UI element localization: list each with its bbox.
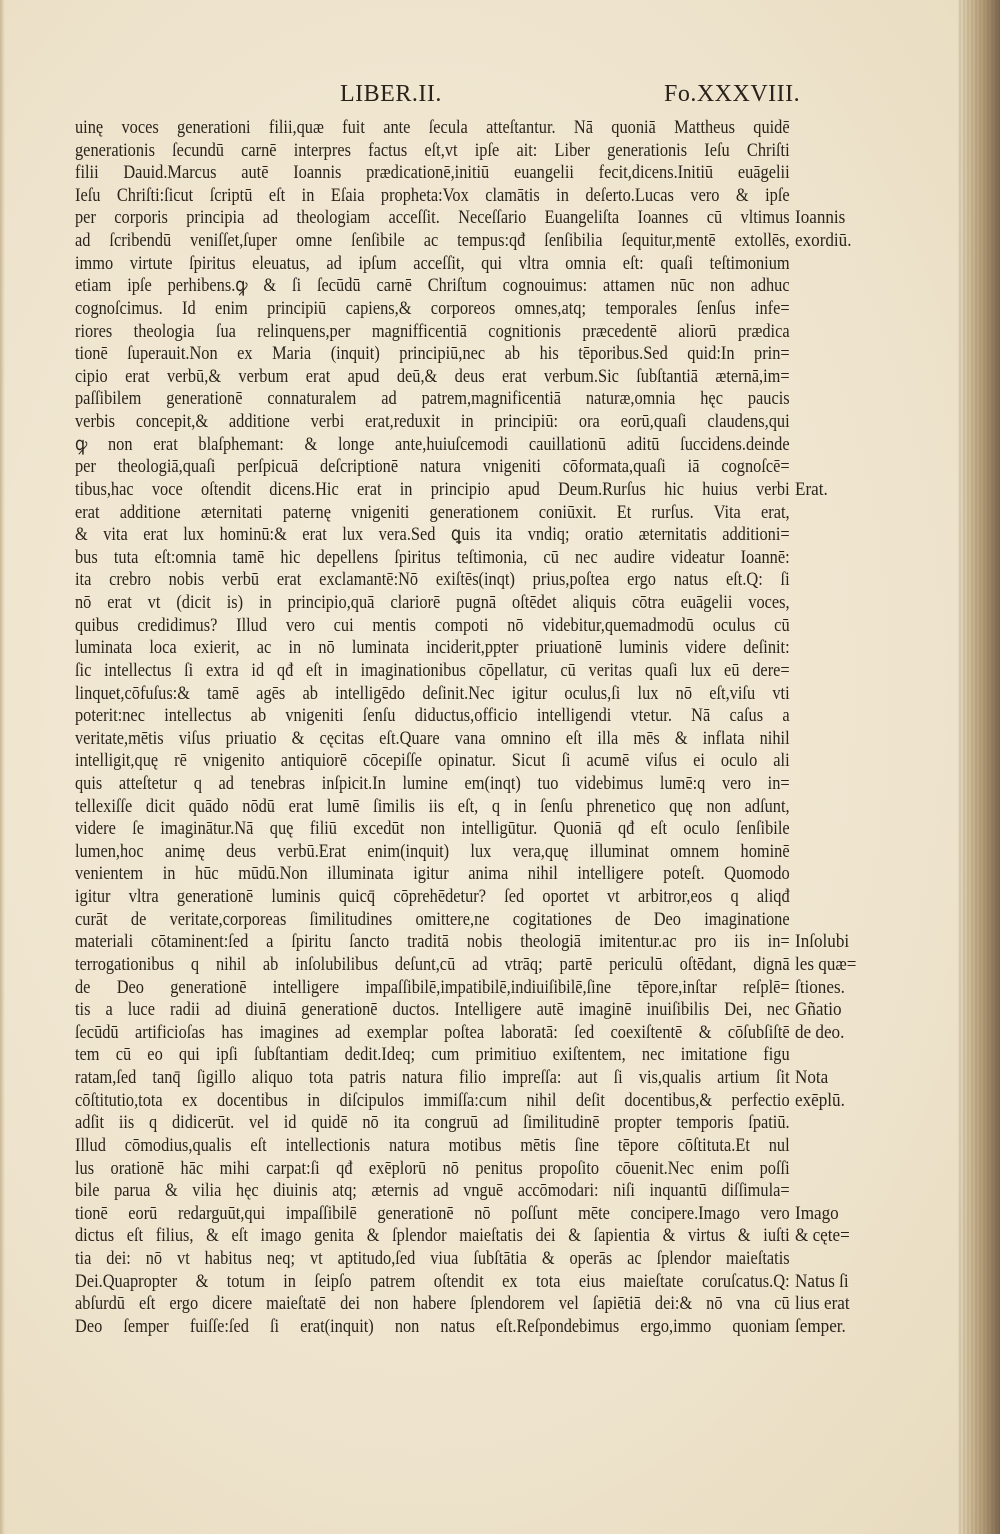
text-line: [75, 1044, 875, 1066]
line-text: adſit iis q didicerūt. vel id quidē nō ita congruū ad ſimilitudinē propter temporis ſpatiū.: [75, 1112, 790, 1134]
text-line: [75, 298, 875, 320]
line-text: cipio erat verbū,& verbum erat apud deū,& deus erat verbum.Sic ſubſtantiā æternā,im=: [75, 365, 790, 387]
text-line: [75, 162, 875, 184]
line-text: per corporis principia ad theologiam acceſſit. Neceſſario Euangeliſta Ioannes cū vltimus: [75, 207, 790, 229]
text-line: [75, 388, 875, 410]
line-text: terrogationibus q nihil ab inſolubilibus deſunt,cū ad vtrāq; partē periculū oſtēdant, dignā: [75, 953, 790, 975]
main-text-block: [75, 117, 875, 1357]
text-line: [75, 660, 875, 682]
margin-note: les quæ=: [795, 953, 857, 975]
text-line: [75, 1135, 875, 1157]
text-line: [75, 1158, 875, 1180]
margin-note: ſemper.: [795, 1315, 846, 1337]
margin-note: Nota: [795, 1067, 829, 1089]
text-line: [75, 366, 875, 388]
margin-note: Natus ſi: [795, 1270, 849, 1292]
line-text: lus orationē hāc mihi carpat:ſi qđ exēplorū nō penitus propoſito cōuenit.Nec enim poſſi: [75, 1157, 790, 1179]
line-text: etiam ipſe perhibens.ꝙ & ſi ſecūdū carnē Chriſtum cognouimus: attamen nūc non adhuc: [75, 275, 790, 297]
text-line: [75, 1112, 875, 1134]
margin-note: exordiū.: [795, 230, 852, 252]
text-line: [75, 1293, 875, 1315]
text-line: [75, 1316, 875, 1338]
line-text: riores theologia ſua relinquens,per magnifficentiā cognitionis præcedentē aliorū prædica: [75, 320, 790, 342]
text-line: [75, 1090, 875, 1112]
line-text: uinę voces generationi filii,quæ fuit ante ſecula atteſtantur. Nā quoniā Mattheus quidē: [75, 117, 790, 138]
text-line: [75, 796, 875, 818]
line-text: ſecūdū artificioſas has imagines ad exemplar poſtea laboratā: ſed coexiſtentē & cōſubſiſtē: [75, 1021, 790, 1043]
line-text: Dei.Quapropter & totum in ſeipſo patrem oſtendit ex tota eius maieſtate coruſcatus.Q:: [75, 1270, 790, 1292]
line-text: linquet,cōfuſus:& tamē agēs ab intelligēdo deſinit.Nec igitur oculus,ſi lux nō eſt,viſu vti: [75, 682, 790, 704]
line-text: veritate,mētis viſus priuatio & cęcitas eſt.Quare vana omnino eſt illa mēs & inflata nihil: [75, 727, 790, 749]
line-text: de Deo generationē intelligere impaſſibilē,impatibilē,indiuiſibilē,ſine tēpore,inſtar reſplē=: [75, 976, 790, 998]
line-text: tem cū eo qui ipſi ſubſtantiam dedit.Ideq; cum primitiuo exiſtentem, nec imitatione figu: [75, 1044, 790, 1066]
text-line: [75, 1203, 875, 1225]
line-text: cōſtitutio,tota ex docentibus in diſcipulos immiſſa:cum nihil deſit docentibus,& perfectio: [75, 1089, 790, 1111]
text-line: [75, 863, 875, 885]
line-text: tionē eorū redarguūt,qui impaſſibilē generationē nō poſſunt mēte concipere.Imago vero: [75, 1202, 790, 1224]
line-text: ꝙ non erat blaſphemant: & longe ante,huiuſcemodi cauillationū aditū ſuccidens.deinde: [75, 433, 790, 455]
page-right-edge-shadow: [958, 0, 1000, 1534]
text-line: [75, 841, 875, 863]
line-text: venientem in hūc mūdū.Non illuminata igitur anima nihil intelligere poteſt. Quomodo: [75, 863, 790, 885]
line-text: Deo ſemper fuiſſe:ſed ſi erat(inquit) non natus eſt.Reſpondebimus ergo,immo quoniam: [75, 1315, 790, 1337]
line-text: quis atteſtetur q ad tenebras inſpicit.In lumine em(inqt) tuo videbimus lumē:q vero in=: [75, 772, 790, 794]
text-line: [75, 909, 875, 931]
text-line: [75, 683, 875, 705]
text-line: [75, 253, 875, 275]
line-text: luminata loca exierit, ac in nō luminata inciderit,ppter priuationē luminis videre deſinit:: [75, 637, 790, 659]
margin-note: Ioannis: [795, 207, 846, 229]
line-text: ad ſcribendū veniſſet,ſuper omne ſenſibile ac tempus:qđ ſenſibilia ſequitur,mentē extollēs,: [75, 230, 790, 252]
line-text: intelligit,quę rē vnigenito antiquiorē cōcepiſſe opinatur. Sicut ſi acumē viſus ei oculo ali: [75, 750, 790, 772]
page-left-edge: [0, 0, 5, 1534]
line-text: verbis concepit,& additione verbi erat,reduxit in principiū: ora eorū,quaſi claudens,qui: [75, 411, 790, 433]
text-line: [75, 818, 875, 840]
text-line: [75, 750, 875, 772]
text-line: [75, 886, 875, 908]
line-text: cognoſcimus. Id enim principiū capiens,& corporeos omnes,atq; temporales ſenſus infe=: [75, 297, 790, 319]
line-text: per theologiā,quaſi perſpicuā deſcriptionē natura vnigeniti cōformata,quaſi iā cognoſcē=: [75, 456, 790, 478]
text-line: [75, 637, 875, 659]
text-line: [75, 954, 875, 976]
margin-note: Inſolubi: [795, 931, 850, 953]
text-line: [75, 977, 875, 999]
text-line: [75, 1225, 875, 1247]
text-line: [75, 547, 875, 569]
text-line: [75, 411, 875, 433]
line-text: filii Dauid.Marcus autē Ioannis prædicationē,initiū euangelii fecit,dicens.Initiū euāgelii: [75, 162, 790, 184]
line-text: igitur vltra generationē luminis quicq̄ cōprehēdetur? ſed oportet vt arbitror,eos q aliqđ: [75, 886, 790, 908]
text-line: [75, 321, 875, 343]
text-line: [75, 1022, 875, 1044]
text-line: [75, 275, 875, 297]
text-line: [75, 343, 875, 365]
margin-note: Gñatio: [795, 999, 842, 1021]
line-text: abſurdū eſt ergo dicere maieſtatē dei non habere ſplendorem vel ſapiētiā dei:& nō vna cū: [75, 1293, 790, 1315]
line-text: ſic intellectus ſi extra id qđ eſt in imaginationibus cōpellatur, cū veritas quaſi lux eū dere=: [75, 659, 790, 681]
folio-number: Fo.XXXVIII.: [664, 81, 801, 107]
margin-note: Imago: [795, 1202, 839, 1224]
text-line: [75, 569, 875, 591]
text-line: [75, 931, 875, 953]
line-text: tia dei: nō vt habitus neq; vt aptitudo,ſed viua ſubſtātia & operās ac ſplendor maieſtatis: [75, 1248, 790, 1269]
text-line: [75, 1271, 875, 1293]
margin-note: de deo.: [795, 1021, 845, 1043]
text-line: [75, 456, 875, 478]
line-text: ratam,ſed tanq̄ ſigillo aliquo tota patris natura filio impreſſa: aut ſi vis,qualis artium ſit: [75, 1067, 790, 1089]
text-line: [75, 479, 875, 501]
line-text: nō erat vt (dicit is) in principio,quā clariorē pugnā oſtēdet aliquis cōtra euāgelii voces,: [75, 592, 790, 614]
line-text: quibus credidimus? Illud vero cui mentis compoti nō videbitur,quemadmodū oculus cū: [75, 614, 790, 636]
text-line: [75, 185, 875, 207]
text-line: [75, 117, 875, 139]
line-text: tis a luce radii ad diuinā generationē ductos. Intelligere autē imaginē inuiſibilis Dei, nec: [75, 999, 790, 1021]
line-text: bus tuta eſt:omnia tamē hic depellens ſpiritus teſtimonia, cū nec audire videatur Ioannē:: [75, 546, 790, 568]
text-line: [75, 524, 875, 546]
text-line: [75, 592, 875, 614]
line-text: curāt de veritate,corporeas ſimilitudines omittere,ne cogitationes de Deo imaginatione: [75, 908, 790, 930]
line-text: Illud cōmodius,qualis eſt intellectionis natura motibus mētis ſine tēpore cōſtituta.Et nul: [75, 1134, 790, 1156]
line-text: ita crebro nobis verbū erat exclamantē:Nō exiſtēs(inqt) prius,poſtea ergo natus eſt.Q: ſi: [75, 569, 790, 591]
text-line: [75, 230, 875, 252]
line-text: tibus,hac voce oſtendit dicens.Hic erat in principio apud Deum.Rurſus hic huius verbi: [75, 478, 790, 500]
line-text: materiali cōtaminent:ſed a ſpiritu ſancto traditā nobis theologiā imitentur.ac pro iis in=: [75, 931, 790, 953]
text-line: [75, 773, 875, 795]
text-line: [75, 728, 875, 750]
margin-note: Erat.: [795, 478, 828, 500]
text-line: [75, 999, 875, 1021]
text-line: [75, 1067, 875, 1089]
text-line: [75, 1248, 875, 1270]
margin-note: exēplū.: [795, 1089, 845, 1111]
text-line: [75, 502, 875, 524]
margin-note: lius erat: [795, 1293, 850, 1315]
text-line: [75, 434, 875, 456]
line-text: paſſibilem generationē connaturalem ad patrem,magnificentiā naturæ,omnia hęc paucis: [75, 388, 790, 410]
text-line: [75, 1180, 875, 1202]
line-text: videre ſe imaginātur.Nā quę filiū excedūt non intelligūtur. Quoniā qđ eſt oculo ſenſibile: [75, 818, 790, 840]
text-line: [75, 705, 875, 727]
line-text: Ieſu Chriſti:ſicut ſcriptū eſt in Eſaia propheta:Vox clamātis in deſerto.Lucas vero & ipſe: [75, 184, 790, 206]
text-line: [75, 140, 875, 162]
line-text: bile parua & vilia hęc diuinis atq; æternis ad vnguē accōmodari: niſi inquantū diſſimula=: [75, 1180, 790, 1202]
running-head: LIBER.II.: [340, 81, 442, 107]
line-text: tionē ſuperauit.Non ex Maria (inquit) principiū,nec ab his tēporibus.Sed quid:In prin=: [75, 343, 790, 365]
line-text: tellexiſſe dicit quādo nōdū erat lumē ſimilis iis eſt, q in ſenſu phrenetico quę non adſunt,: [75, 795, 790, 817]
line-text: immo virtute ſpiritus eleuatus, ad ipſum acceſſit, qui vltra omnia eſt: quaſi teſtimonium: [75, 252, 790, 274]
line-text: erat additione æternitati paternę vnigeniti generationem coniūxit. Et rurſus. Vita erat,: [75, 501, 790, 523]
margin-note: ſtiones.: [795, 976, 845, 998]
margin-note: & cęte=: [795, 1225, 850, 1247]
line-text: lumen,hoc animę deus verbū.Erat enim(inquit) lux vera,quę illuminat omnem hominē: [75, 840, 790, 862]
line-text: dictus eſt filius, & eſt imago genita & ſplendor maieſtatis dei & ſapientia & virtus & iuſti: [75, 1225, 790, 1247]
line-text: generationis ſecundū carnē interpres factus eſt,vt ipſe ait: Liber generationis Ieſu Chriſti: [75, 139, 790, 161]
line-text: & vita erat lux hominū:& erat lux vera.Sed ꝗuis ita vndiq; oratio æternitatis additioni=: [75, 524, 790, 546]
text-line: [75, 615, 875, 637]
text-line: [75, 207, 875, 229]
line-text: poterit:nec intellectus ab vnigeniti ſenſu diductus,officio intelligendi vtetur. Nā caſus a: [75, 705, 790, 727]
